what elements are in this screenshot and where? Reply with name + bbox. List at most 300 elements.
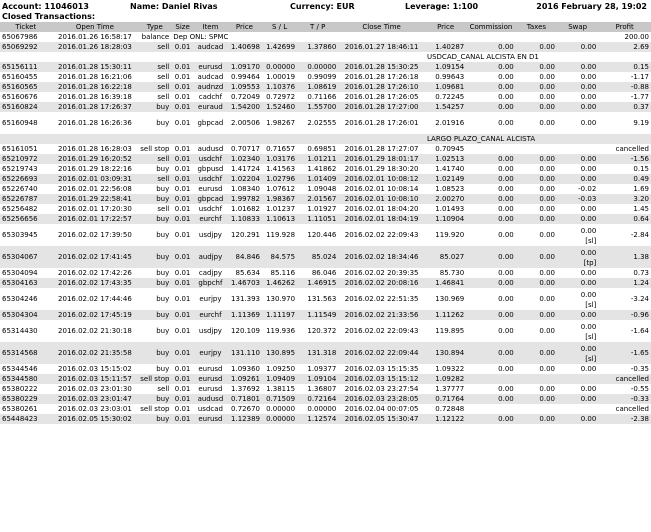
size-cell: 0.01 bbox=[174, 185, 191, 193]
profit-cell: cancelled bbox=[615, 405, 649, 413]
type-cell: sell bbox=[138, 174, 171, 184]
size-cell: 0.01 bbox=[171, 62, 194, 72]
table-row bbox=[0, 82, 651, 92]
close-time-cell: 2016.01.28 17:26:10 bbox=[338, 82, 425, 92]
commission-cell: 0.00 bbox=[466, 154, 516, 164]
ticket-cell: 65314430 bbox=[2, 327, 38, 335]
table-row bbox=[0, 144, 651, 154]
comment-row bbox=[0, 134, 651, 144]
table-row bbox=[0, 92, 651, 102]
profit-cell: 0.73 bbox=[633, 269, 649, 277]
close-price-cell: 85.027 bbox=[425, 246, 466, 268]
profit-cell: -0.35 bbox=[630, 365, 649, 373]
take-profit-cell: 0.00000 bbox=[297, 62, 338, 72]
ticket-cell: 65304304 bbox=[0, 310, 52, 320]
price-cell: 1.12389 bbox=[227, 414, 262, 424]
price-cell: 131.393 bbox=[231, 295, 260, 303]
profit-cell: -1.65 bbox=[598, 342, 651, 364]
close-price-cell: 1.08523 bbox=[435, 185, 465, 193]
ticket-cell: 65219743 bbox=[2, 165, 38, 173]
take-profit-cell: 1.09048 bbox=[307, 185, 337, 193]
taxes-cell: 0.00 bbox=[516, 278, 557, 288]
column-header: Commission bbox=[466, 22, 516, 32]
account-name: Name: Daniel Rivas bbox=[130, 2, 218, 11]
stop-loss-cell: 119.936 bbox=[266, 327, 296, 335]
size-cell: 0.01 bbox=[174, 269, 191, 277]
commission-cell: 0.00 bbox=[498, 327, 514, 335]
table-row bbox=[0, 224, 651, 246]
take-profit-cell: 85.024 bbox=[297, 246, 338, 268]
taxes-cell bbox=[516, 404, 557, 414]
swap-cell: 0.00 bbox=[557, 278, 598, 288]
price-cell: 1.46703 bbox=[227, 278, 262, 288]
close-time-cell: 2016.02.02 21:33:56 bbox=[338, 310, 425, 320]
balance-note-cell: Dep ONL: SPMC bbox=[173, 33, 229, 41]
size-cell: 0.01 bbox=[171, 154, 194, 164]
take-profit-cell: 0.71166 bbox=[307, 93, 337, 101]
ticket-cell: 65380261 bbox=[2, 405, 38, 413]
stop-loss-cell: 1.38115 bbox=[266, 385, 296, 393]
take-profit-cell: 1.55700 bbox=[297, 102, 338, 112]
close-time-cell: 2016.01.29 18:30:20 bbox=[344, 165, 419, 173]
item-cell: gbpchf bbox=[194, 278, 227, 288]
taxes-cell: 0.00 bbox=[516, 194, 557, 204]
comment-spacer bbox=[0, 134, 425, 144]
type-cell: buy bbox=[138, 278, 171, 288]
item-cell: eurusd bbox=[198, 385, 223, 393]
ticket-cell: 65160565 bbox=[0, 82, 52, 92]
price-cell: 2.00506 bbox=[231, 119, 260, 127]
size-cell: 0.01 bbox=[174, 385, 191, 393]
table-row bbox=[0, 174, 651, 184]
taxes-cell: 0.00 bbox=[539, 365, 556, 373]
open-time-cell: 2016.02.02 17:44:46 bbox=[58, 295, 132, 303]
close-price-cell: 1.41740 bbox=[435, 165, 465, 173]
price-cell: 0.72670 bbox=[231, 405, 260, 413]
type-cell: buy bbox=[138, 214, 171, 224]
report-header bbox=[0, 0, 651, 12]
commission-cell: 0.00 bbox=[466, 82, 516, 92]
taxes-cell: 0.00 bbox=[516, 414, 557, 424]
open-time-cell: 2016.02.03 15:11:57 bbox=[52, 374, 139, 384]
close-price-cell: 1.46841 bbox=[425, 278, 466, 288]
swap-cell: 0.00 bbox=[557, 154, 598, 164]
column-header: T / P bbox=[297, 22, 338, 32]
close-price-cell: 1.12122 bbox=[425, 414, 466, 424]
ticket-cell: 65161051 bbox=[2, 145, 38, 153]
taxes-cell: 0.00 bbox=[539, 327, 556, 335]
ticket-cell: 65067986 bbox=[2, 33, 38, 41]
swap-value: 0.00 bbox=[580, 291, 597, 299]
close-time-cell: 2016.02.03 15:15:12 bbox=[338, 374, 425, 384]
type-cell: buy bbox=[138, 194, 171, 204]
profit-cell: 1.24 bbox=[598, 278, 651, 288]
close-time-cell: 2016.02.05 15:30:47 bbox=[338, 414, 425, 424]
ticket-cell: 65226787 bbox=[0, 194, 52, 204]
stop-loss-cell: 1.10376 bbox=[262, 82, 297, 92]
commission-cell: 0.00 bbox=[466, 42, 516, 52]
table-row bbox=[0, 288, 651, 310]
stop-loss-cell: 1.46262 bbox=[262, 278, 297, 288]
commission-cell: 0.00 bbox=[466, 246, 516, 268]
section-title: Closed Transactions: bbox=[2, 12, 96, 21]
commission-cell: 0.00 bbox=[466, 174, 516, 184]
ticket-cell: 65160948 bbox=[2, 119, 38, 127]
taxes-cell: 0.00 bbox=[539, 205, 556, 213]
column-header: Swap bbox=[557, 22, 598, 32]
stop-loss-cell: 0.00000 bbox=[266, 405, 296, 413]
price-cell: 1.54200 bbox=[227, 102, 262, 112]
table-row bbox=[0, 278, 651, 288]
take-profit-cell: 1.01409 bbox=[297, 174, 338, 184]
table-row bbox=[0, 374, 651, 384]
taxes-cell: 0.00 bbox=[539, 93, 556, 101]
size-cell: 0.01 bbox=[174, 119, 191, 127]
close-time-cell: 2016.02.01 18:04:20 bbox=[344, 205, 419, 213]
open-time-cell: 2016.01.28 16:26:36 bbox=[58, 119, 132, 127]
close-time-cell: 2016.01.28 17:26:01 bbox=[344, 119, 419, 127]
item-cell: eurjpy bbox=[194, 342, 227, 364]
taxes-cell: 0.00 bbox=[539, 385, 556, 393]
price-cell: 1.40698 bbox=[227, 42, 262, 52]
table-header-row bbox=[0, 22, 651, 32]
ticket-cell: 65380229 bbox=[0, 394, 52, 404]
profit-cell: 1.38 bbox=[598, 246, 651, 268]
close-time-cell: 2016.02.03 15:15:35 bbox=[344, 365, 419, 373]
take-profit-cell: 2.02555 bbox=[307, 119, 337, 127]
profit-cell: -0.55 bbox=[630, 385, 649, 393]
table-row bbox=[0, 102, 651, 112]
swap-cell bbox=[557, 246, 598, 268]
taxes-cell: 0.00 bbox=[539, 165, 556, 173]
size-cell: 0.01 bbox=[171, 174, 194, 184]
profit-cell: -2.38 bbox=[598, 414, 651, 424]
type-cell: sell bbox=[138, 82, 171, 92]
open-time-cell: 2016.01.29 18:22:16 bbox=[58, 165, 132, 173]
ticket-cell: 65156111 bbox=[0, 62, 52, 72]
swap-cell: 0.00 bbox=[580, 93, 597, 101]
ticket-cell: 65314568 bbox=[0, 342, 52, 364]
take-profit-cell: 0.72164 bbox=[297, 394, 338, 404]
profit-cell: cancelled bbox=[615, 145, 649, 153]
profit-cell: 0.15 bbox=[633, 165, 649, 173]
item-cell: euraud bbox=[194, 102, 227, 112]
ticket-cell: 65380222 bbox=[2, 385, 38, 393]
table-row bbox=[0, 414, 651, 424]
size-cell: 0.01 bbox=[171, 102, 194, 112]
close-time-cell: 2016.02.02 22:09:43 bbox=[344, 327, 419, 335]
stop-loss-cell: 1.07612 bbox=[266, 185, 296, 193]
open-time-cell: 2016.02.02 17:39:50 bbox=[58, 231, 132, 239]
close-time-cell: 2016.02.02 18:34:46 bbox=[338, 246, 425, 268]
commission-cell: 0.00 bbox=[466, 342, 516, 364]
open-time-cell: 2016.01.28 16:21:06 bbox=[58, 73, 132, 81]
table-row bbox=[0, 42, 651, 52]
profit-cell: 0.37 bbox=[598, 102, 651, 112]
table-row bbox=[0, 404, 651, 414]
profit-cell: -2.84 bbox=[630, 231, 649, 239]
commission-cell: 0.00 bbox=[498, 269, 514, 277]
open-time-cell: 2016.02.03 23:01:30 bbox=[58, 385, 132, 393]
commission-cell: 0.00 bbox=[498, 295, 514, 303]
type-cell: sell stop bbox=[140, 375, 170, 383]
swap-cell bbox=[557, 144, 598, 154]
stop-loss-cell: 1.03176 bbox=[262, 154, 297, 164]
taxes-cell: 0.00 bbox=[539, 185, 556, 193]
type-cell: buy bbox=[156, 185, 170, 193]
take-profit-cell: 1.46915 bbox=[297, 278, 338, 288]
ticket-cell: 65448423 bbox=[0, 414, 52, 424]
open-time-cell: 2016.02.02 21:30:18 bbox=[58, 327, 132, 335]
profit-cell: 200.00 bbox=[624, 33, 649, 41]
profit-cell: cancelled bbox=[598, 374, 651, 384]
open-time-cell: 2016.02.01 22:56:08 bbox=[58, 185, 132, 193]
close-price-cell: 1.02149 bbox=[425, 174, 466, 184]
stop-loss-cell: 1.10613 bbox=[262, 214, 297, 224]
size-cell: 0.01 bbox=[174, 145, 191, 153]
size-cell: 0.01 bbox=[171, 310, 194, 320]
price-cell: 0.72049 bbox=[231, 93, 260, 101]
take-profit-cell: 1.01927 bbox=[307, 205, 337, 213]
type-cell: buy bbox=[138, 246, 171, 268]
swap-cell: -0.03 bbox=[557, 194, 598, 204]
type-cell: buy bbox=[156, 165, 170, 173]
price-cell: 1.02204 bbox=[227, 174, 262, 184]
type-cell: balance bbox=[141, 33, 170, 41]
swap-cell bbox=[557, 342, 598, 364]
taxes-cell: 0.00 bbox=[516, 62, 557, 72]
swap-cell: 0.00 bbox=[557, 214, 598, 224]
type-cell: sell bbox=[157, 93, 170, 101]
open-time-cell: 2016.02.03 15:15:02 bbox=[58, 365, 132, 373]
ticket-cell: 65160455 bbox=[2, 73, 38, 81]
open-time-cell: 2016.02.02 17:41:45 bbox=[52, 246, 139, 268]
take-profit-cell: 1.09104 bbox=[297, 374, 338, 384]
swap-cell: 0.00 bbox=[580, 205, 597, 213]
price-cell: 1.99782 bbox=[227, 194, 262, 204]
swap-value: 0.00 bbox=[580, 345, 597, 353]
close-time-cell: 2016.01.28 17:27:07 bbox=[344, 145, 419, 153]
profit-cell: 2.69 bbox=[598, 42, 651, 52]
item-cell: audusd bbox=[197, 145, 224, 153]
close-price-cell: 1.01493 bbox=[435, 205, 465, 213]
item-cell: eurusd bbox=[194, 374, 227, 384]
open-time-cell: 2016.01.26 16:58:17 bbox=[58, 33, 132, 41]
type-cell: sell stop bbox=[140, 405, 170, 413]
size-cell: 0.01 bbox=[174, 295, 191, 303]
type-cell: sell bbox=[138, 154, 171, 164]
type-cell: buy bbox=[156, 231, 170, 239]
price-cell: 1.09261 bbox=[227, 374, 262, 384]
commission-cell: 0.00 bbox=[498, 365, 514, 373]
item-cell: usdchf bbox=[198, 205, 223, 213]
size-cell: 0.01 bbox=[171, 42, 194, 52]
type-cell: sell bbox=[157, 73, 170, 81]
stop-loss-cell: 130.970 bbox=[266, 295, 296, 303]
type-cell: buy bbox=[156, 327, 170, 335]
close-time-cell: 2016.02.01 10:08:10 bbox=[338, 194, 425, 204]
profit-cell: 3.20 bbox=[598, 194, 651, 204]
taxes-cell: 0.00 bbox=[516, 82, 557, 92]
stop-loss-cell: 1.01237 bbox=[266, 205, 296, 213]
swap-cell bbox=[557, 224, 598, 246]
close-time-cell: 2016.02.02 22:51:35 bbox=[344, 295, 419, 303]
swap-cell: 0.00 bbox=[580, 165, 597, 173]
size-cell: 0.01 bbox=[174, 93, 191, 101]
close-reason: [sl] bbox=[585, 333, 597, 341]
take-profit-cell: 1.37860 bbox=[297, 42, 338, 52]
table-row bbox=[0, 164, 651, 174]
table-row bbox=[0, 384, 651, 394]
open-time-cell: 2016.02.01 03:09:31 bbox=[52, 174, 139, 184]
commission-cell: 0.00 bbox=[466, 62, 516, 72]
stop-loss-cell: 1.11197 bbox=[262, 310, 297, 320]
close-price-cell: 130.969 bbox=[435, 295, 465, 303]
type-cell: buy bbox=[138, 414, 171, 424]
ticket-cell: 65304163 bbox=[0, 278, 52, 288]
size-cell: 0.01 bbox=[171, 394, 194, 404]
open-time-cell: 2016.02.01 17:20:30 bbox=[58, 205, 132, 213]
profit-cell: -1.77 bbox=[630, 93, 649, 101]
empty-cell bbox=[262, 32, 598, 42]
table-row bbox=[0, 394, 651, 404]
open-time-cell: 2016.01.28 16:28:03 bbox=[58, 145, 132, 153]
type-cell: buy bbox=[138, 394, 171, 404]
stop-loss-cell: 119.928 bbox=[266, 231, 296, 239]
open-time-cell: 2016.02.02 17:43:35 bbox=[52, 278, 139, 288]
take-profit-cell: 131.563 bbox=[307, 295, 337, 303]
price-cell: 1.37692 bbox=[231, 385, 260, 393]
close-time-cell: 2016.02.04 00:07:05 bbox=[344, 405, 419, 413]
size-cell: 0.01 bbox=[174, 327, 191, 335]
open-time-cell: 2016.02.05 15:30:02 bbox=[52, 414, 139, 424]
table-row bbox=[0, 204, 651, 214]
type-cell: buy bbox=[156, 119, 170, 127]
take-profit-cell: 1.36807 bbox=[307, 385, 337, 393]
close-time-cell: 2016.01.29 18:01:17 bbox=[338, 154, 425, 164]
close-price-cell: 0.70945 bbox=[435, 145, 465, 153]
item-cell: eurusd bbox=[198, 365, 223, 373]
taxes-cell: 0.00 bbox=[516, 246, 557, 268]
comment-text: LARGO PLAZO_CANAL ALCISTA bbox=[425, 134, 651, 144]
commission-cell: 0.00 bbox=[498, 73, 514, 81]
take-profit-cell: 1.01211 bbox=[297, 154, 338, 164]
type-cell: buy bbox=[156, 269, 170, 277]
stop-loss-cell: 0.71509 bbox=[262, 394, 297, 404]
close-price-cell: 119.920 bbox=[435, 231, 465, 239]
close-reason: [sl] bbox=[585, 301, 597, 309]
size-cell: 0.01 bbox=[174, 73, 191, 81]
commission-cell: 0.00 bbox=[498, 205, 514, 213]
swap-value: 0.00 bbox=[580, 227, 597, 235]
commission-cell: 0.00 bbox=[466, 394, 516, 404]
profit-cell: -0.96 bbox=[598, 310, 651, 320]
stop-loss-cell: 0.71657 bbox=[266, 145, 296, 153]
profit-cell: 9.19 bbox=[633, 119, 649, 127]
price-cell: 1.09360 bbox=[231, 365, 260, 373]
close-reason: [sl] bbox=[585, 237, 597, 245]
profit-cell: -1.56 bbox=[598, 154, 651, 164]
close-time-cell: 2016.02.03 23:28:05 bbox=[338, 394, 425, 404]
open-time-cell: 2016.02.02 17:42:26 bbox=[58, 269, 132, 277]
table-row bbox=[0, 320, 651, 342]
take-profit-cell: 0.69851 bbox=[307, 145, 337, 153]
close-price-cell: 0.72245 bbox=[435, 93, 465, 101]
swap-cell bbox=[557, 288, 598, 310]
type-cell: buy bbox=[138, 102, 171, 112]
taxes-cell: 0.00 bbox=[516, 102, 557, 112]
close-time-cell: 2016.02.01 18:04:19 bbox=[338, 214, 425, 224]
swap-cell: 0.00 bbox=[580, 365, 597, 373]
open-time-cell: 2016.01.28 15:30:11 bbox=[52, 62, 139, 72]
item-cell: eurusd bbox=[194, 414, 227, 424]
size-cell: 0.01 bbox=[171, 82, 194, 92]
close-price-cell: 119.895 bbox=[435, 327, 465, 335]
close-time-cell: 2016.02.02 20:08:16 bbox=[338, 278, 425, 288]
close-time-cell: 2016.01.28 17:26:18 bbox=[344, 73, 419, 81]
swap-cell: 0.00 bbox=[557, 102, 598, 112]
column-header: Profit bbox=[598, 22, 651, 32]
taxes-cell: 0.00 bbox=[516, 342, 557, 364]
comment-text: USDCAD_CANAL ALCISTA EN D1 bbox=[426, 53, 539, 61]
swap-value: 0.00 bbox=[580, 249, 597, 257]
commission-cell bbox=[466, 144, 516, 154]
stop-loss-cell: 0.72972 bbox=[266, 93, 296, 101]
swap-cell: 0.00 bbox=[557, 394, 598, 404]
price-cell: 1.09553 bbox=[227, 82, 262, 92]
price-cell: 0.99464 bbox=[231, 73, 260, 81]
swap-cell: 0.00 bbox=[557, 414, 598, 424]
commission-cell: 0.00 bbox=[466, 310, 516, 320]
ticket-cell: 65303945 bbox=[2, 231, 38, 239]
close-reason: [sl] bbox=[585, 355, 597, 363]
table-row bbox=[0, 194, 651, 204]
stop-loss-cell: 0.00000 bbox=[262, 62, 297, 72]
close-time-cell: 2016.01.28 17:27:00 bbox=[338, 102, 425, 112]
size-cell: 0.01 bbox=[171, 214, 194, 224]
close-price-cell: 1.09154 bbox=[425, 62, 466, 72]
item-cell: eurusd bbox=[194, 62, 227, 72]
stop-loss-cell: 1.09250 bbox=[266, 365, 296, 373]
swap-cell: 0.00 bbox=[580, 385, 597, 393]
size-cell: 0.01 bbox=[174, 231, 191, 239]
item-cell: eurchf bbox=[194, 310, 227, 320]
ticket-cell: 65256656 bbox=[0, 214, 52, 224]
table-row bbox=[0, 246, 651, 268]
ticket-cell: 65069292 bbox=[0, 42, 52, 52]
close-time-cell: 2016.02.02 22:09:43 bbox=[344, 231, 419, 239]
take-profit-cell: 2.01567 bbox=[297, 194, 338, 204]
column-header: Price bbox=[227, 22, 262, 32]
taxes-cell: 0.00 bbox=[516, 154, 557, 164]
column-header: Close Time bbox=[338, 22, 425, 32]
commission-cell bbox=[466, 374, 516, 384]
close-time-cell: 2016.02.02 22:09:44 bbox=[338, 342, 425, 364]
ticket-cell: 65210972 bbox=[0, 154, 52, 164]
stop-loss-cell: 1.52460 bbox=[262, 102, 297, 112]
comment-row bbox=[0, 52, 651, 62]
swap-cell: 0.00 bbox=[580, 269, 597, 277]
ticket-cell: 65304067 bbox=[0, 246, 52, 268]
take-profit-cell: 0.99099 bbox=[307, 73, 337, 81]
swap-cell bbox=[557, 404, 598, 414]
table-row bbox=[0, 310, 651, 320]
type-cell: sell stop bbox=[140, 145, 170, 153]
take-profit-cell: 1.09377 bbox=[307, 365, 337, 373]
swap-cell bbox=[557, 374, 598, 384]
item-cell: usdchf bbox=[194, 174, 227, 184]
swap-value: 0.00 bbox=[580, 323, 597, 331]
